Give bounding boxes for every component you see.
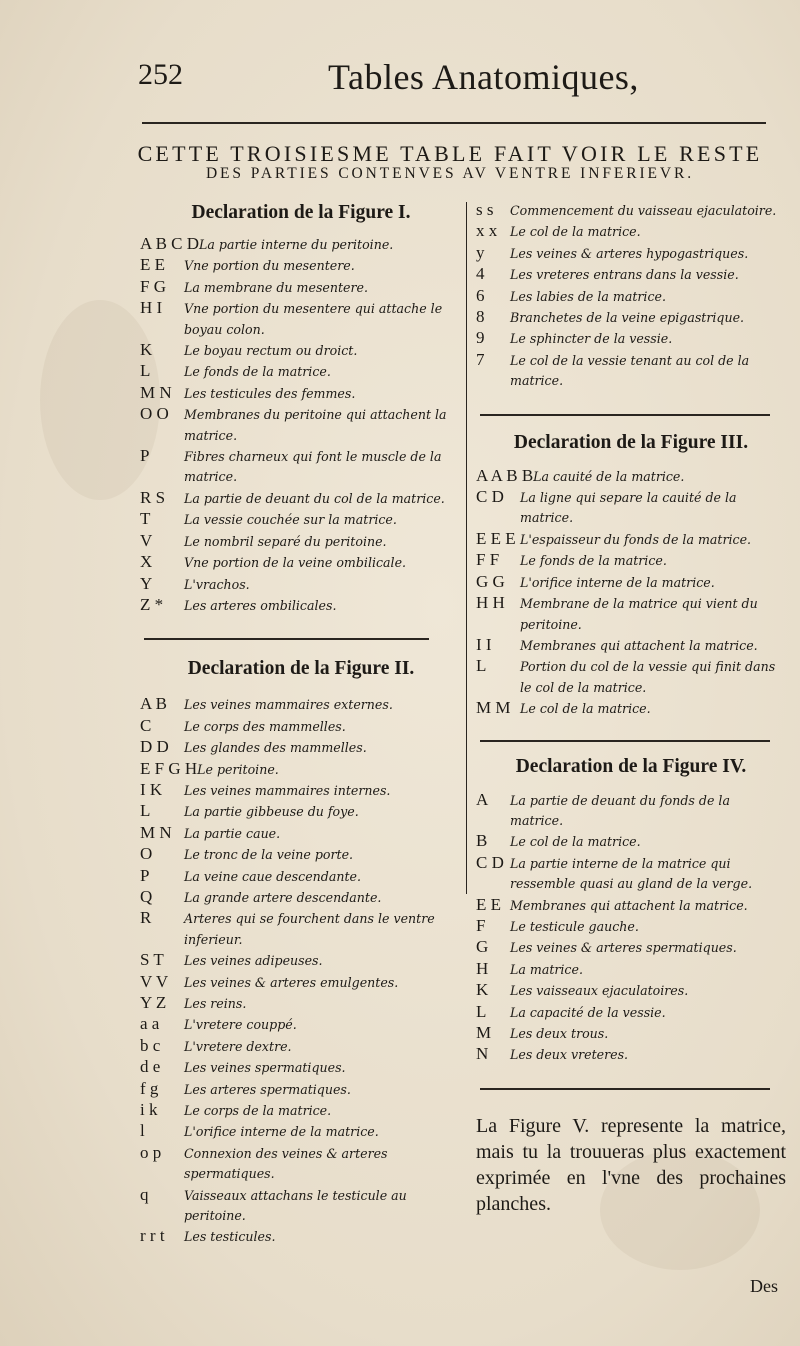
legend-entry [140,1226,462,1247]
legend-description: Vaisseaux attachans le testicule au peritoine. [184,1187,407,1224]
legend-description: Le corps de la matrice. [184,1103,332,1119]
legend-key: Y Z [140,993,167,1012]
legend-entry [476,466,786,487]
legend-description: La vessie couchée sur la matrice. [184,512,397,528]
legend-entry [476,550,786,571]
legend-entry [140,298,462,340]
legend-key: C [140,715,152,735]
legend-description: Le col de la matrice. [520,701,651,717]
legend-key: Y [140,573,153,593]
legend-key: P [140,865,150,885]
legend-key: E F G H [140,758,198,778]
legend-key: K [476,980,489,1000]
left-column [140,200,462,1248]
legend-description: Les deux trous. [510,1026,609,1041]
legend-description: Le fonds de la matrice. [520,553,667,569]
legend-description: L'vrachos. [184,576,250,592]
legend-key: A [476,789,489,809]
legend-key: M [476,1023,492,1042]
legend-key: X [140,552,153,572]
legend-entry [476,790,786,832]
legend-description: Commencement du vaisseau ejaculatoire. [510,203,777,218]
legend-entry [476,286,786,307]
legend-description: Les veines mammaires externes. [184,697,393,713]
catchword: Des [750,1276,778,1296]
legend-description: La partie de deuant du col de la matrice. [184,490,445,506]
legend-description: La partie de deuant du fonds de la matrice. [510,792,730,828]
legend-key: G G [476,571,505,591]
legend-description: Vne portion de la veine ombilicale. [184,555,407,571]
legend-entry [140,972,462,993]
legend-description: Vne portion du mesentere qui attache le boyau colon. [184,301,443,337]
legend-description: Les veines adipeuses. [184,953,323,969]
legend-description: Les vreteres entrans dans la vessie. [510,267,739,283]
legend-description: Les veines spermatiques. [184,1060,346,1076]
legend-entry [476,1023,786,1044]
legend-entry [140,404,462,446]
legend-description: Membrane de la matrice qui vient du peritoine. [520,596,758,632]
legend-description: Le col de la matrice. [510,834,641,850]
legend-key: F G [140,276,166,296]
legend-entry [476,487,786,529]
legend-entry [476,698,786,719]
legend-description: La matrice. [510,961,583,977]
legend-entry [140,993,462,1014]
legend-key: M N [140,382,172,402]
section-rule [480,740,770,742]
legend-entry [140,1057,462,1078]
legend-entry [476,895,786,916]
legend-entry [140,1121,462,1142]
legend-description: Le col de la vessie tenant au col de la matrice. [510,352,750,389]
legend-entry [140,716,462,737]
legend-key: A B C D [140,234,200,253]
legend-description: Le testicule gauche. [510,918,639,934]
legend-key: S T [140,950,164,970]
legend-key: M M [476,698,511,718]
legend-entry [140,234,462,255]
legend-entry [476,243,786,264]
legend-description: Connexion des veines & arteres spermatiques. [184,1145,388,1182]
legend-entry [140,908,462,950]
legend-key: G [476,937,489,957]
legend-key: y [476,242,485,262]
legend-description: Les veines & arteres spermatiques. [510,940,737,956]
legend-entry [476,529,786,550]
legend-entry [140,1185,462,1227]
figure2-legend [140,694,462,1248]
figure5-note: La Figure V. represente la matrice, mais tu la trouueras plus exactement exprimée en l'vne des prochaines planches. [476,1115,786,1215]
legend-key: E E [476,894,502,914]
figure1-legend [140,234,462,616]
table-title: CETTE TROISIESME TABLE FAIT VOIR LE RESTE [137,141,763,166]
legend-description: Les glandes des mammelles. [184,740,367,756]
legend-description: Les veines mammaires internes. [184,782,391,798]
legend-entry [140,1100,462,1121]
legend-entry [140,383,462,404]
legend-entry [140,574,462,595]
legend-key: H I [140,298,163,318]
legend-key: o p [140,1142,162,1162]
legend-description: Les veines & arteres hypogastriques. [510,245,749,261]
legend-key: V [140,530,153,550]
legend-entry [140,844,462,865]
legend-entry [140,1014,462,1035]
legend-key: F F [476,550,500,570]
page-header [138,58,778,102]
legend-entry [140,887,462,908]
legend-key: H H [476,593,505,613]
figure1-heading: Declaration de la Figure I. [191,202,411,223]
legend-key: K [140,340,153,360]
legend-entry [140,801,462,822]
legend-description: Les veines & arteres emulgentes. [184,974,399,990]
legend-description: Les labies de la matrice. [510,288,666,304]
legend-key: T [140,509,151,529]
legend-description: L'vretere dextre. [184,1038,292,1054]
legend-key: O [140,844,153,864]
legend-key: R [140,908,152,928]
legend-description: Le peritoine. [197,761,279,777]
legend-entry [140,531,462,552]
legend-entry [476,959,786,980]
legend-description: La partie gibbeuse du foye. [184,804,359,820]
legend-key: I I [476,634,492,654]
legend-entry [140,1079,462,1100]
legend-key: 6 [476,285,485,305]
legend-key: C D [476,852,504,872]
legend-entry [476,328,786,349]
legend-description: Les testicules des femmes. [184,385,356,401]
legend-key: L [140,361,151,381]
legend-key: L [476,656,487,676]
figure3-heading: Declaration de la Figure III. [513,431,749,453]
legend-entry [476,350,786,392]
legend-entry [140,509,462,530]
legend-description: Branchetes de la veine epigastrique. [510,310,745,326]
legend-entry [476,980,786,1001]
legend-entry [476,937,786,958]
legend-entry [140,1143,462,1185]
legend-entry [140,823,462,844]
page-number: 252 [138,58,183,91]
legend-key: 7 [476,349,485,369]
legend-description: L'vretere couppé. [184,1017,297,1033]
legend-key: Q [140,886,153,906]
legend-key: C D [476,487,504,507]
legend-key: I K [140,779,163,799]
section-rule [480,1088,770,1090]
legend-entry [140,737,462,758]
legend-key: F [476,915,486,935]
legend-key: N [476,1044,489,1064]
legend-entry [140,780,462,801]
legend-description: La partie caue. [184,825,281,841]
legend-description: Membranes du peritoine qui attachent la matrice. [184,407,447,443]
legend-description: Les vaisseaux ejaculatoires. [510,983,689,999]
section-rule [144,638,429,640]
legend-description: Les testicules. [184,1229,276,1245]
legend-key: D D [140,737,169,757]
legend-key: M N [140,822,172,842]
legend-description: La capacité de la vessie. [510,1004,666,1020]
legend-key: A A B B [476,465,534,485]
figure4-legend [476,790,786,1066]
figure3-legend [476,466,786,720]
legend-key: A B [140,694,167,714]
legend-entry [140,694,462,715]
legend-key: R S [140,487,166,507]
legend-entry [476,831,786,852]
legend-entry [476,307,786,328]
legend-description: La partie interne de la matrice qui ressemble quasi au gland de la verge. [510,855,753,892]
legend-entry [476,264,786,285]
legend-key: r r t [140,1226,165,1246]
figure2-heading: Declaration de la Figure II. [187,658,415,680]
legend-description: Le tronc de la veine porte. [184,847,354,863]
legend-description: La partie interne du peritoine. [199,237,394,252]
header-rule [142,122,766,124]
legend-key: E E E [476,528,516,548]
legend-description: Le fonds de la matrice. [184,364,331,380]
legend-entry [140,361,462,382]
legend-entry [140,866,462,887]
legend-entry [476,916,786,937]
legend-description: Les deux vreteres. [510,1047,629,1063]
legend-description: Le corps des mammelles. [184,718,346,734]
legend-entry [476,200,786,221]
legend-entry [140,277,462,298]
legend-key: H [476,958,489,978]
legend-key: B [476,831,488,851]
legend-key: a a [140,1014,160,1034]
legend-description: La grande artere descendante. [184,889,382,905]
legend-entry [476,593,786,635]
legend-description: Le sphincter de la vessie. [510,331,673,347]
legend-description: Arteres qui se fourchent dans le ventre inferieur. [184,911,435,947]
legend-entry [476,572,786,593]
legend-key: i k [140,1100,158,1120]
legend-key: q [140,1184,149,1204]
legend-key: P [140,446,150,466]
figure4-heading: Declaration de la Figure IV. [515,755,747,777]
legend-key: 4 [476,264,485,284]
legend-description: La veine caue descendante. [184,868,361,884]
legend-key: s s [476,200,494,219]
section-rule [480,414,770,416]
legend-description: La cauité de la matrice. [533,468,685,484]
legend-key: Z * [140,594,164,614]
legend-entry [140,759,462,780]
legend-description: Le boyau rectum ou droict. [184,343,358,359]
legend-entry [476,635,786,656]
legend-description: Membranes qui attachent la matrice. [510,897,748,913]
column-divider [466,202,467,894]
legend-entry [140,950,462,971]
legend-description: Les reins. [184,996,247,1011]
legend-key: E E [140,255,166,275]
legend-entry [140,1036,462,1057]
legend-key: L [140,801,151,821]
legend-description: Membranes qui attachent la matrice. [520,637,758,653]
legend-description: Les arteres ombilicales. [184,597,337,613]
legend-key: d e [140,1057,161,1077]
legend-description: Fibres charneux qui font le muscle de la matrice. [184,449,442,485]
legend-key: f g [140,1078,159,1098]
legend-key: l [140,1121,145,1141]
figure1-legend-continued [476,200,786,392]
legend-description: Le col de la matrice. [510,224,641,240]
legend-entry [140,446,462,488]
running-title: Tables Anatomiques, [328,57,639,97]
legend-key: b c [140,1035,161,1055]
legend-key: O O [140,404,169,424]
legend-entry [140,255,462,276]
legend-key: 8 [476,307,485,327]
legend-entry [476,853,786,895]
legend-key: V V [140,971,169,991]
legend-key: x x [476,221,498,241]
legend-entry [140,595,462,616]
legend-entry [476,1002,786,1023]
legend-description: La ligne qui separe la cauité de la matrice. [520,490,737,526]
table-subtitle: DES PARTIES CONTENVES AV VENTRE INFERIEVR. [205,165,695,182]
legend-entry [140,552,462,573]
legend-description: Vne portion du mesentere. [184,258,355,274]
legend-description: Le nombril separé du peritoine. [184,533,387,549]
legend-description: Portion du col de la vessie qui finit dans le col de la matrice. [520,659,776,695]
legend-description: Les arteres spermatiques. [184,1081,351,1097]
legend-entry [140,340,462,361]
legend-description: La membrane du mesentere. [184,279,368,295]
legend-entry [140,488,462,509]
legend-description: L'orifice interne de la matrice. [520,574,715,590]
legend-entry [476,656,786,698]
legend-description: L'orifice interne de la matrice. [184,1124,379,1140]
legend-key: 9 [476,328,485,348]
right-column [476,200,786,1090]
legend-entry [476,221,786,242]
legend-entry [476,1044,786,1065]
legend-key: L [476,1001,487,1021]
legend-description: L'espaisseur du fonds de la matrice. [520,531,752,547]
